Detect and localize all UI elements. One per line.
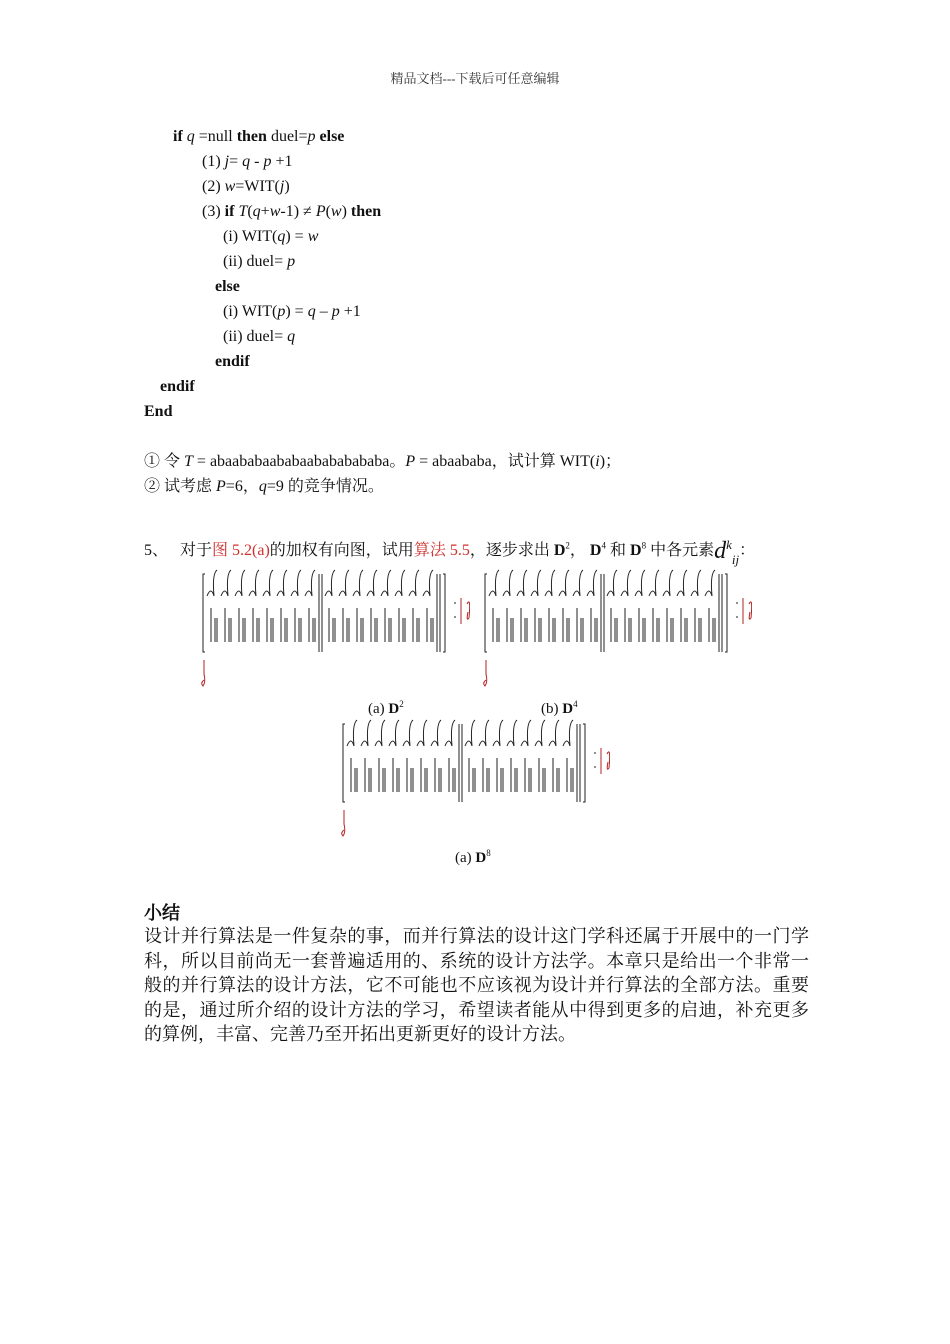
matrix-symbol: D [388, 701, 400, 717]
code-line-5 [223, 227, 318, 247]
exponent: 2 [399, 699, 404, 709]
text: 的加权有向图，试用 [269, 542, 414, 559]
text: + [260, 203, 270, 220]
algorithm-link[interactable]: 算法 5.5 [413, 542, 470, 559]
var: j [224, 153, 230, 170]
text: 对于 [180, 542, 213, 559]
code-line-11: endif [160, 378, 195, 395]
text: ) = [285, 303, 304, 320]
var: i [595, 453, 600, 470]
var: P [405, 453, 416, 470]
text: = abaababaababaabababababa。 [196, 453, 406, 470]
matrix-symbol: D [475, 850, 487, 866]
text: ② 试考虑 [144, 478, 213, 495]
text: ： [739, 542, 756, 559]
exponent: 8 [486, 848, 491, 858]
matrix-symbol: D [630, 542, 642, 559]
element-sub: ij [731, 551, 740, 567]
var: q [186, 128, 195, 145]
step-number: (1) [202, 153, 221, 170]
matrix-glyphs [343, 720, 595, 802]
code-line-9 [223, 327, 295, 347]
caption-label: (a) [368, 701, 385, 717]
var: q [252, 203, 261, 220]
var: j [279, 178, 285, 195]
var: q [287, 328, 296, 345]
exercise-1 [144, 452, 621, 472]
text: ) [341, 203, 347, 220]
exponent: 8 [641, 540, 647, 551]
summary-heading: 小结 [144, 903, 180, 923]
text: 中各元素 [650, 542, 715, 559]
matrix-glyphs [203, 570, 455, 652]
text: ) = [285, 228, 304, 245]
code-line-3 [202, 177, 290, 197]
matrix-d4-image [480, 568, 752, 700]
element-symbol [714, 537, 740, 567]
text: (i) WIT( [223, 228, 278, 245]
var: w [269, 203, 281, 220]
var: q [307, 303, 316, 320]
var: p [331, 303, 340, 320]
var: p [277, 303, 286, 320]
text: )； [599, 453, 622, 470]
code-line-12: End [144, 403, 173, 420]
var: w [307, 228, 319, 245]
text: -1) ≠ [280, 203, 316, 220]
exercise-2 [144, 477, 384, 497]
question-number: 5、 [144, 542, 169, 559]
keyword: if [173, 128, 183, 145]
matrix-symbol: D [589, 542, 602, 559]
text: – [319, 303, 328, 320]
step-number: (2) [202, 178, 221, 195]
text: (ii) duel= [223, 328, 284, 345]
text: (ii) duel= [223, 253, 284, 270]
matrix-red-glyphs [202, 598, 470, 686]
caption-label: (b) [541, 701, 559, 717]
matrix-d8-image [338, 718, 610, 850]
var: P [315, 203, 326, 220]
var: p [287, 253, 296, 270]
element-sup: k [726, 537, 732, 552]
var: p [307, 128, 316, 145]
text: =9 的竞争情况。 [266, 478, 384, 495]
figure-link[interactable]: 图 5.2(a) [212, 542, 270, 559]
caption-label: (a) [455, 850, 472, 866]
keyword: then [236, 128, 267, 145]
var: w [224, 178, 236, 195]
caption-d8 [455, 850, 491, 867]
matrix-d2-image [198, 568, 470, 700]
matrix-glyphs [485, 570, 737, 652]
text: +1 [343, 303, 361, 320]
text: ，逐步求出 [469, 542, 550, 559]
exponent: 4 [601, 540, 606, 551]
text: +1 [275, 153, 293, 170]
text: =6， [225, 478, 259, 495]
code-line-2 [202, 152, 293, 172]
caption-d4 [541, 701, 578, 718]
text: ) [284, 178, 290, 195]
text: ① 令 [144, 453, 181, 470]
text: duel= [270, 128, 308, 145]
code-line-4 [202, 202, 381, 222]
keyword: then [350, 203, 382, 220]
matrix-symbol: D [562, 701, 574, 717]
text: ( [247, 203, 253, 220]
exponent: 2 [565, 540, 570, 551]
matrix-symbol: D [553, 542, 566, 559]
var: T [238, 203, 248, 220]
var: P [216, 478, 226, 495]
var: q [258, 478, 267, 495]
exponent: 4 [573, 699, 578, 709]
keyword: else [319, 128, 345, 145]
var: q [277, 228, 286, 245]
caption-d2 [368, 701, 404, 718]
var: T [184, 453, 193, 470]
text: = [229, 153, 239, 170]
text: - [254, 153, 260, 170]
exercise-5 [144, 538, 755, 567]
text: = abaababa，试计算 WIT( [419, 453, 596, 470]
code-line-6 [223, 252, 295, 272]
code-line-1 [173, 127, 344, 147]
text: 和 [609, 542, 626, 559]
code-line-10: endif [215, 353, 250, 370]
page-header: 精品文档---下载后可任意编辑 [390, 71, 560, 86]
keyword: if [224, 203, 235, 220]
text: ( [325, 203, 331, 220]
step-number: (3) [202, 203, 221, 220]
matrix-red-glyphs [342, 748, 610, 836]
text: (i) WIT( [223, 303, 278, 320]
var: w [330, 203, 342, 220]
var: q [242, 153, 251, 170]
code-line-8 [223, 302, 361, 322]
text: =null [198, 128, 233, 145]
var: p [263, 153, 272, 170]
text: =WIT( [235, 178, 280, 195]
code-line-7: else [215, 278, 240, 295]
text: ， [569, 542, 586, 559]
summary-paragraph: 设计并行算法是一件复杂的事，而并行算法的设计这门学科还属于开展中的一门学科，所以目前尚无一套普遍适用的、系统的设计方法学。本章只是给出一个非常一般的并行算法的设计方法，它不可能也不应该视为设计并行算法的全部方法。重要的是，通过所介绍的设计方法的学习，希望读者能从中得到更多的启迪，补充更多的算例，丰富、完善乃至开拓出更新更好的设计方法。 [144, 926, 809, 1044]
matrix-red-glyphs [484, 598, 752, 686]
element-base: d [714, 538, 727, 564]
